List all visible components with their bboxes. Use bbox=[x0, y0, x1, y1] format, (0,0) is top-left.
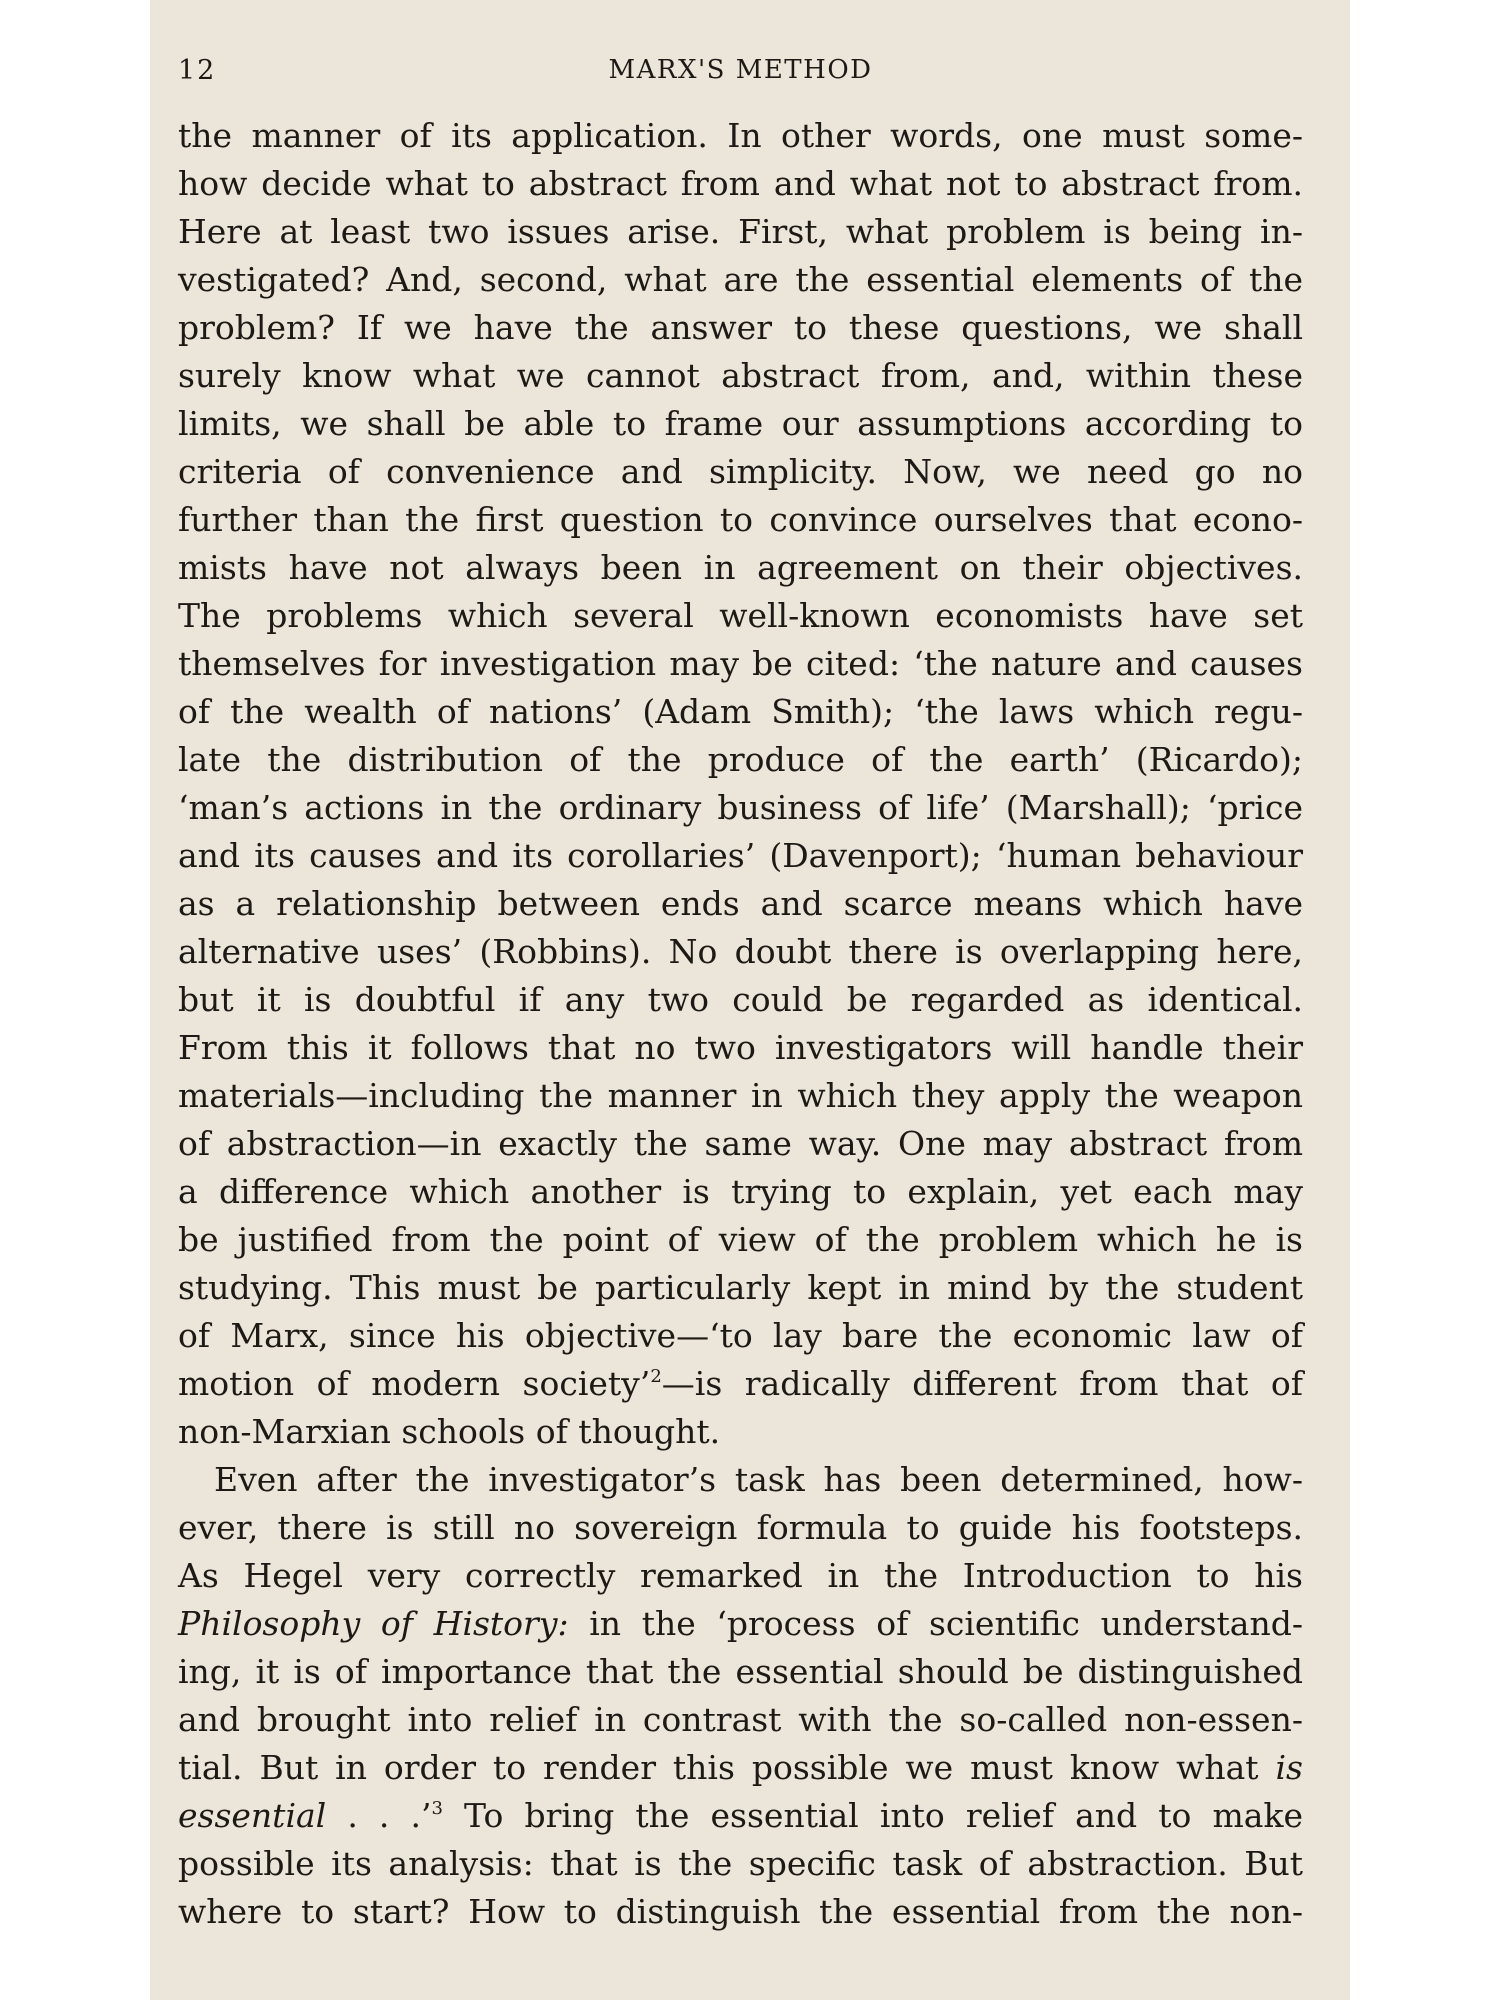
running-head: MARX'S METHOD bbox=[608, 55, 873, 85]
text-line: a difference which another is trying to explain, yet each may bbox=[178, 1172, 1303, 1211]
text-segment: . . .’ bbox=[326, 1796, 432, 1835]
book-page bbox=[150, 0, 1350, 2000]
text-line: criteria of convenience and simplicity. Now, we need go no bbox=[178, 452, 1303, 491]
text-line: of Marx, since his objective—‘to lay bare the economic law of bbox=[178, 1316, 1303, 1355]
text-line: of abstraction—in exactly the same way. One may abstract from bbox=[178, 1124, 1303, 1163]
text-line: From this it follows that no two investigators will handle their bbox=[178, 1028, 1303, 1067]
page-number: 12 bbox=[178, 55, 217, 86]
text-line: non-Marxian schools of thought. bbox=[178, 1412, 721, 1451]
text-line: as a relationship between ends and scarce means which have bbox=[178, 884, 1303, 923]
text-line bbox=[178, 1360, 1303, 1408]
text-line: the manner of its application. In other words, one must some- bbox=[178, 116, 1303, 155]
text-line: As Hegel very correctly remarked in the Introduction to his bbox=[178, 1556, 1303, 1595]
footnote-marker: 2 bbox=[650, 1366, 662, 1387]
page-header bbox=[178, 55, 1303, 95]
text-line bbox=[178, 1792, 1303, 1840]
text-line: how decide what to abstract from and what not to abstract from. bbox=[178, 164, 1303, 203]
emphasis: essential bbox=[178, 1796, 327, 1835]
text-line bbox=[178, 1600, 1303, 1648]
text-segment: motion of modern society’ bbox=[178, 1364, 651, 1403]
text-line: studying. This must be particularly kept in mind by the student bbox=[178, 1268, 1303, 1307]
text-line: late the distribution of the produce of the earth’ (Ricardo); bbox=[178, 740, 1303, 779]
book-title: Philosophy of History: bbox=[178, 1604, 569, 1643]
text-line: themselves for investigation may be cited: ‘the nature and causes bbox=[178, 644, 1303, 683]
text-segment: tial. But in order to render this possible we must know what bbox=[178, 1748, 1276, 1787]
text-line bbox=[178, 1744, 1303, 1792]
text-line: alternative uses’ (Robbins). No doubt there is overlapping here, bbox=[178, 932, 1303, 971]
text-line: and brought into relief in contrast with the so-called non-essen- bbox=[178, 1700, 1303, 1739]
text-line: of the wealth of nations’ (Adam Smith); ‘the laws which regu- bbox=[178, 692, 1303, 731]
text-line: materials—including the manner in which they apply the weapon bbox=[178, 1076, 1303, 1115]
text-line: limits, we shall be able to frame our assumptions according to bbox=[178, 404, 1303, 443]
text-line: The problems which several well-known economists have set bbox=[178, 596, 1303, 635]
text-line: where to start? How to distinguish the essential from the non- bbox=[178, 1892, 1303, 1931]
text-line: surely know what we cannot abstract from, and, within these bbox=[178, 356, 1303, 395]
text-line: possible its analysis: that is the specific task of abstraction. But bbox=[178, 1844, 1303, 1883]
text-line: but it is doubtful if any two could be regarded as identical. bbox=[178, 980, 1303, 1019]
text-line: ‘man’s actions in the ordinary business of life’ (Marshall); ‘price bbox=[178, 788, 1303, 827]
text-segment: To bring the essential into relief and to make bbox=[442, 1796, 1303, 1835]
footnote-marker: 3 bbox=[431, 1798, 443, 1819]
text-segment: in the ‘process of scientific understand- bbox=[568, 1604, 1303, 1643]
text-line: Even after the investigator’s task has been determined, how- bbox=[214, 1460, 1303, 1499]
text-line: and its causes and its corollaries’ (Davenport); ‘human behaviour bbox=[178, 836, 1303, 875]
text-line: vestigated? And, second, what are the essential elements of the bbox=[178, 260, 1303, 299]
text-segment: —is radically different from that of bbox=[661, 1364, 1303, 1403]
text-line: problem? If we have the answer to these questions, we shall bbox=[178, 308, 1303, 347]
text-line: ing, it is of importance that the essential should be distinguished bbox=[178, 1652, 1303, 1691]
text-line: further than the first question to convince ourselves that econo- bbox=[178, 500, 1303, 539]
emphasis: is bbox=[1275, 1748, 1303, 1787]
text-line: be justified from the point of view of the problem which he is bbox=[178, 1220, 1303, 1259]
text-line: mists have not always been in agreement on their objectives. bbox=[178, 548, 1303, 587]
text-line: Here at least two issues arise. First, what problem is being in- bbox=[178, 212, 1303, 251]
text-line: ever, there is still no sovereign formula to guide his footsteps. bbox=[178, 1508, 1303, 1547]
